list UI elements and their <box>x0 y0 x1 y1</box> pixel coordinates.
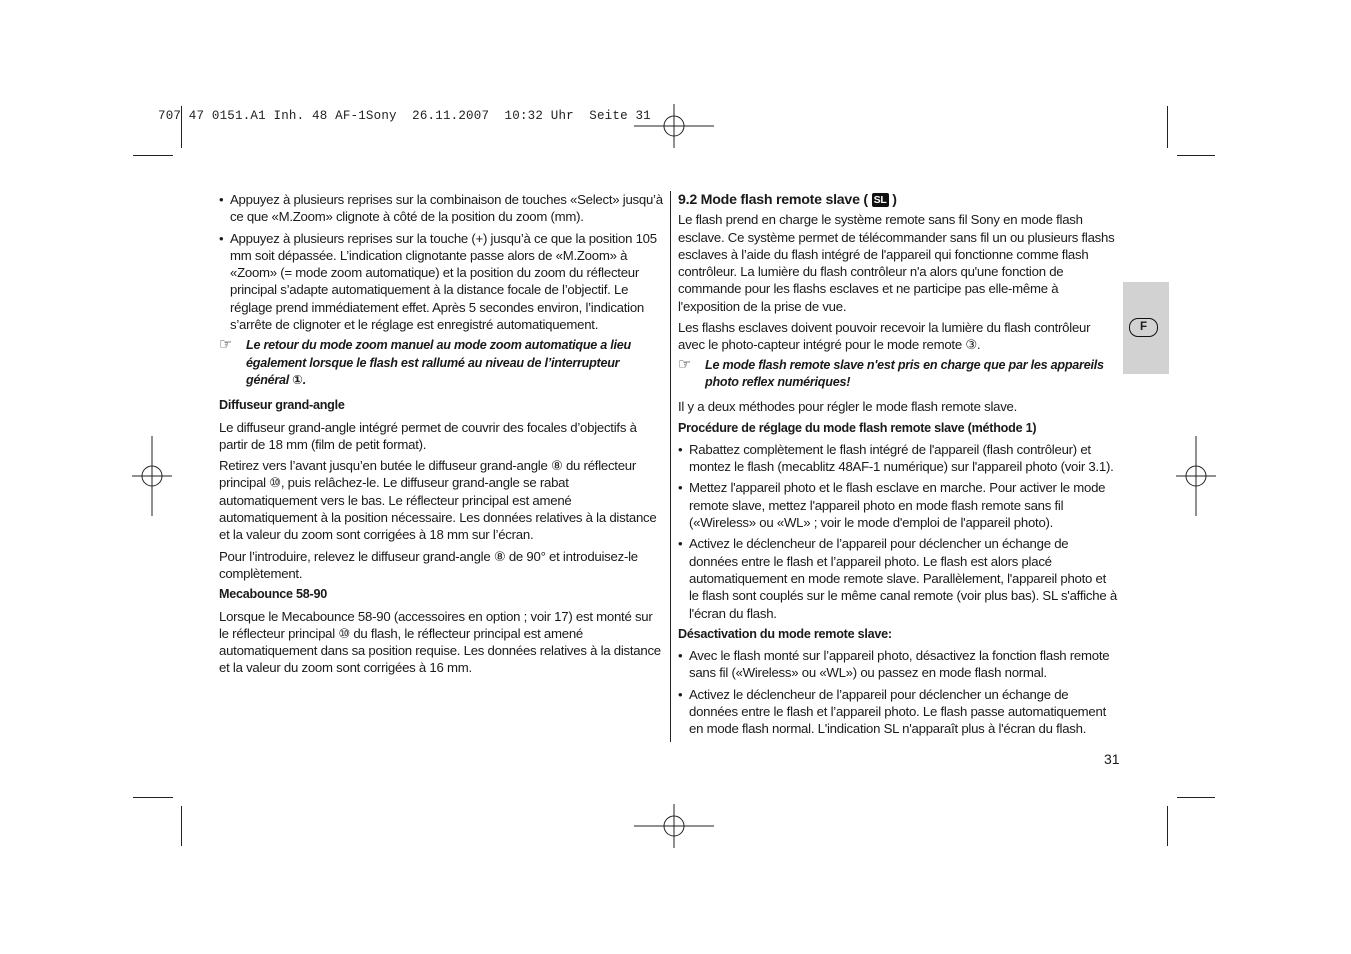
registration-mark-icon <box>132 436 172 516</box>
registration-mark-icon <box>634 804 714 848</box>
list-item: • Activez le déclencheur de l’appareil pour déclencher un échange de données entre le flash et l’appareil photo. Le flash passe automatiquement en mode flash normal. L'indication SL n'apparaît plus à l'écran du flash. <box>678 686 1118 738</box>
note <box>219 337 646 389</box>
list-item: • Avec le flash monté sur l’appareil photo, désactivez la fonction flash remote sans fil («Wireless» ou «WL») ou passez en mode flash normal. <box>678 647 1118 682</box>
registration-mark-icon <box>1176 436 1216 516</box>
list-item: • Rabattez complètement le flash intégré de l'appareil (flash contrôleur) et montez le flash (mecablitz 48AF-1 numérique) sur l'appareil photo (voir 3.1). <box>678 441 1118 476</box>
note-text: Le mode flash remote slave n'est pris en charge que par les appareils photo reflex numériques! <box>705 357 1104 389</box>
printer-slug-line: 707 47 0151.A1 Inh. 48 AF-1Sony 26.11.2007 10:32 Uhr Seite 31 <box>158 109 651 123</box>
paragraph: Il y a deux méthodes pour régler le mode flash remote slave. <box>678 399 1018 415</box>
page-number: 31 <box>1104 751 1120 767</box>
crop-mark <box>1167 806 1168 846</box>
crop-mark <box>1177 155 1215 156</box>
left-column <box>219 191 665 677</box>
paragraph: Le flash prend en charge le système remote sans fil Sony en mode flash esclave. Ce système permet de télécommander sans fil un ou plusieurs flashs esclaves à l’aide du flash intégré de l'appareil qui fonctionne comme flash contrôleur. La lumière du flash contrôleur n'a alors qu'une fonction de commande pour les flashs esclaves et ne participe pas elle-même à l'exposition de la prise de vue. <box>678 212 1115 314</box>
note-text: Le retour du mode zoom manuel au mode zoom automatique a lieu également lorsque le flash est rallumé au niveau de l’interrupteur général ①. <box>246 338 631 387</box>
list-item: • Activez le déclencheur de l’appareil pour déclencher un échange de données entre le flash et l’appareil photo. Le flash est alors placé automatiquement en mode remote slave. Parallèlement, l'appareil photo et le flash sont couplés sur le même canal remote (voir plus bas). SL s'affiche à l'écran du flash. <box>678 535 1118 621</box>
section-title <box>678 192 1118 209</box>
language-tab-label: F <box>1129 318 1158 337</box>
section-heading: Désactivation du mode remote slave: <box>678 626 892 641</box>
note <box>678 357 1105 392</box>
crop-mark <box>181 806 182 846</box>
crop-mark <box>133 797 173 798</box>
paragraph: Retirez vers l’avant jusqu’en butée le diffuseur grand-angle ⑧ du réflecteur principal ⑩, puis relâchez-le. Le diffuseur grand-angle se rabat automatiquement vers le bas. Le réflecteur principal est amené automatiquement à la position nécessaire. Les données relatives à la distance et la valeur du zoom sont corrigées à 18 mm sur l’écran. <box>219 458 657 543</box>
list-item: • Appuyez à plusieurs reprises sur la touche (+) jusqu’à ce que la position 105 mm soit dépassée. L’indication clignotante passe alors de «M.Zoom» à «Zoom» (= mode zoom automatique) et la position du zoom du réflecteur principal s’adapte automatiquement à la distance focale de l’objectif. Le réglage prend immédiatement effet. Après 5 secondes environ, l’indication s’arrête de clignoter et le réglage est enregistré automatiquement. <box>219 230 665 334</box>
section-heading: Diffuseur grand-angle <box>219 398 345 413</box>
paragraph: Pour l’introduire, relevez le diffuseur grand-angle ⑧ de 90° et introduisez-le complètement. <box>219 548 638 581</box>
crop-mark <box>1177 797 1215 798</box>
pointing-hand-icon: ☞ <box>678 355 692 373</box>
section-heading: Procédure de réglage du mode flash remote slave (méthode 1) <box>678 420 1037 435</box>
paragraph: Lorsque le Mecabounce 58-90 (accessoires en option ; voir 17) est monté sur le réflecteur principal ⑩ du flash, le réflecteur principal est amené automatiquement dans sa position requise. Les données relatives à la distance et la valeur du zoom sont corrigées à 16 mm. <box>219 608 661 676</box>
right-column <box>678 192 1118 738</box>
sl-badge-icon: SL <box>873 194 887 206</box>
paragraph: Le diffuseur grand-angle intégré permet de couvrir des focales d’objectifs à partir de 18 mm (film de petit format). <box>219 419 637 452</box>
pointing-hand-icon: ☞ <box>219 336 233 354</box>
list-item: • Mettez l'appareil photo et le flash esclave en marche. Pour activer le mode remote slave, mettez l'appareil photo en mode flash remote sans fil («Wireless» ou «WL» ; voir le mode d'emploi de l'appareil photo). <box>678 479 1118 531</box>
section-title-end: ) <box>892 192 897 208</box>
paragraph: Les flashs esclaves doivent pouvoir recevoir la lumière du flash contrôleur avec le photo-capteur intégré pour le mode remote ③. <box>678 320 1091 353</box>
section-title-text: 9.2 Mode flash remote slave ( <box>678 192 868 208</box>
crop-mark <box>1167 106 1168 148</box>
crop-mark <box>133 155 173 156</box>
section-heading: Mecabounce 58-90 <box>219 587 327 602</box>
list-item: • Appuyez à plusieurs reprises sur la combinaison de touches «Select» jusqu’à ce que «M.Zoom» clignote à côté de la position du zoom (mm). <box>219 191 665 226</box>
column-divider <box>670 191 671 742</box>
